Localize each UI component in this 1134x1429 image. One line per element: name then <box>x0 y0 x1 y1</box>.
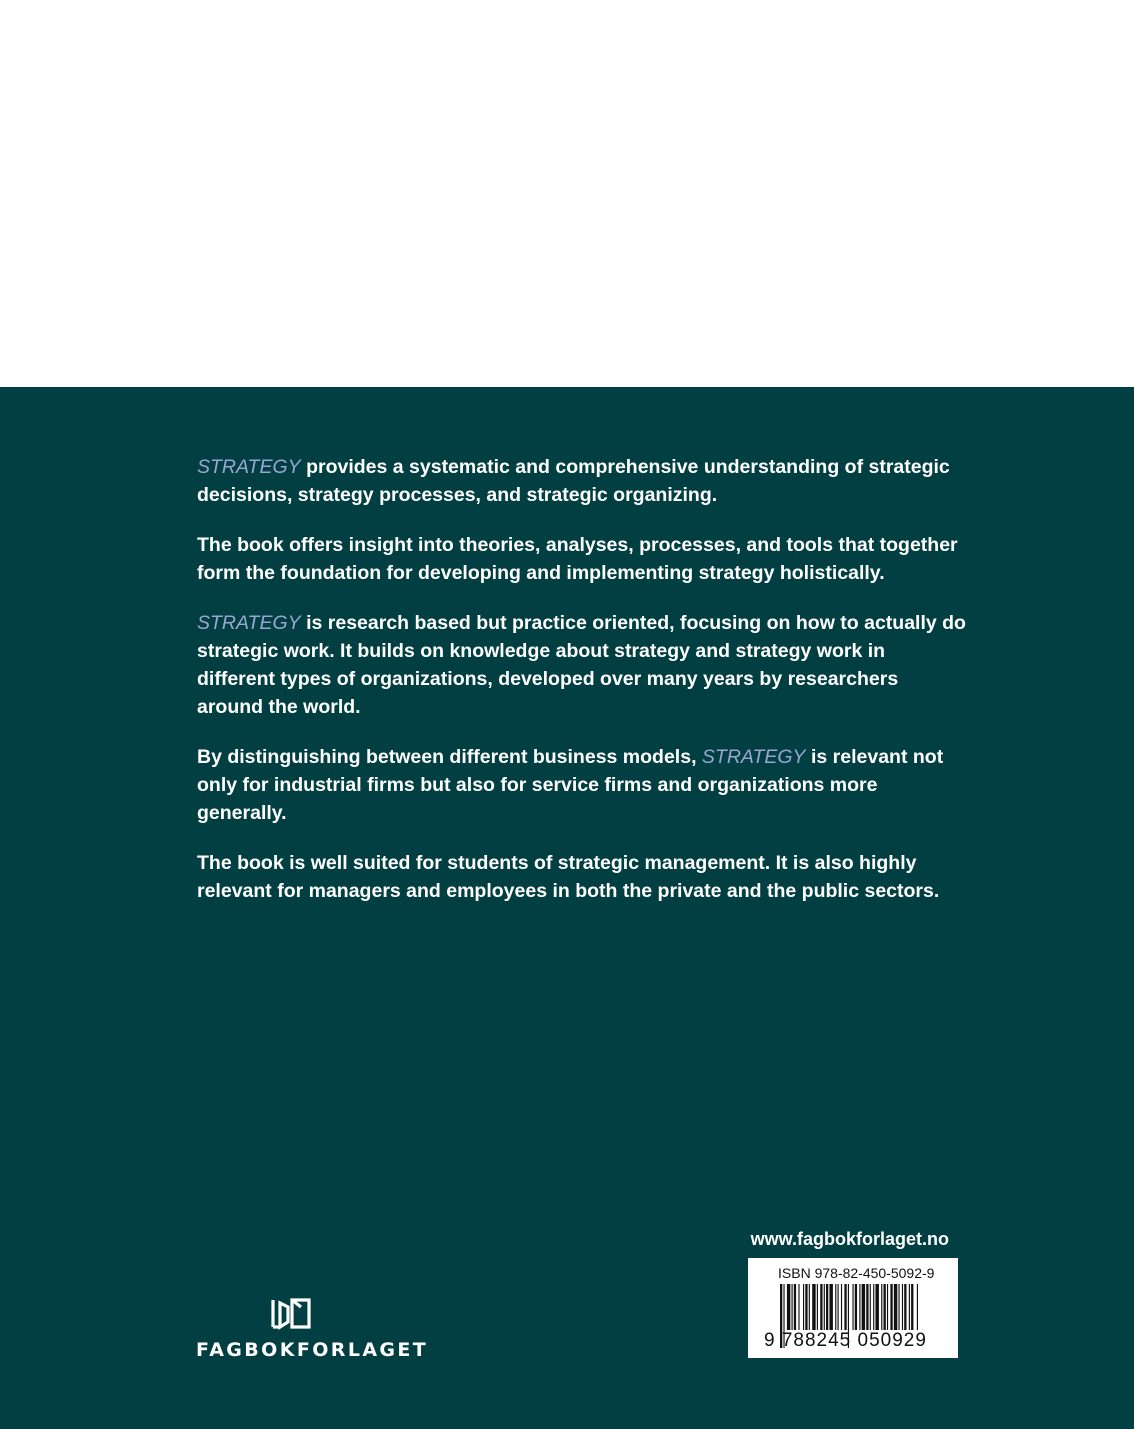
barcode-bar <box>787 1284 790 1330</box>
open-book-logo-icon <box>270 1298 312 1330</box>
barcode-bar <box>873 1284 874 1330</box>
top-blank-area <box>0 0 1134 387</box>
barcode-bar <box>890 1284 892 1330</box>
barcode-bar <box>794 1284 796 1330</box>
publisher-website: www.fagbokforlaget.no <box>750 1229 949 1249</box>
barcode-bar <box>911 1284 913 1330</box>
barcode-bar <box>852 1284 853 1330</box>
blurb-paragraph-1-text: provides a systematic and comprehensive understanding of strategic decisions, strategy processes, and strategic organizing. <box>197 456 950 506</box>
barcode-bar <box>809 1284 810 1330</box>
barcode-bar <box>917 1284 918 1330</box>
blurb-paragraph-1 <box>197 453 967 509</box>
barcode-bar <box>887 1284 888 1330</box>
barcode-bar <box>829 1284 832 1330</box>
barcode-bar <box>838 1284 839 1330</box>
blurb-paragraph-4-text-a: By distinguishing between different business models, <box>197 746 702 768</box>
barcode-bar <box>862 1284 865 1330</box>
barcode-bar <box>875 1284 878 1330</box>
blurb-paragraph-2: The book offers insight into theories, analyses, processes, and tools that together form the foundation for developing and implementing strategy holistically. <box>197 534 958 584</box>
barcode-bar <box>909 1284 910 1330</box>
barcode-bar <box>844 1284 846 1330</box>
isbn-label: ISBN 978-82-450-5092-9 <box>778 1265 935 1281</box>
blurb-paragraph-3 <box>197 609 967 721</box>
barcode-digits: 9 788245 050929 <box>764 1330 927 1351</box>
barcode-bar <box>820 1284 822 1330</box>
barcode-bar <box>805 1284 807 1330</box>
barcode-bar <box>824 1284 825 1330</box>
barcode-bar <box>859 1284 860 1330</box>
book-title-emphasis: STRATEGY <box>701 746 806 768</box>
blurb-paragraph-3-text: is research based but practice oriented, focusing on how to actually do strategic work. It builds on knowledge about strategy and strategy work in different types of organizations, developed over many years by researchers around the world. <box>197 612 966 718</box>
blurb-paragraph-5: The book is well suited for students of strategic management. It is also highly relevant for managers and employees in both the private and the public sectors. <box>197 852 940 902</box>
barcode-bar <box>866 1284 868 1330</box>
barcode-bar <box>902 1284 903 1330</box>
barcode-bar <box>835 1284 836 1330</box>
barcode-bar <box>817 1284 818 1330</box>
blurb-paragraph-4-text-b: is relevant not only for industrial firms but also for service firms and organizations more generally. <box>197 746 944 824</box>
publisher-name: FAGBOKFORLAGET <box>196 1339 429 1361</box>
barcode-bar <box>881 1284 882 1330</box>
blurb-text <box>197 453 967 927</box>
barcode-bar <box>855 1284 857 1330</box>
barcode-bar <box>812 1284 815 1330</box>
barcode-bar <box>884 1284 886 1330</box>
barcode-bar <box>798 1284 799 1330</box>
barcode-bar <box>841 1284 842 1330</box>
book-title-emphasis: STRATEGY <box>197 456 301 478</box>
barcode-bar <box>894 1284 897 1330</box>
blurb-paragraph-4 <box>197 743 967 827</box>
isbn-barcode <box>748 1258 958 1358</box>
barcode-bar <box>898 1284 899 1330</box>
barcode-bar <box>792 1284 793 1330</box>
barcode-bar <box>870 1284 871 1330</box>
book-title-emphasis: STRATEGY <box>197 612 301 634</box>
barcode-bar <box>803 1284 804 1330</box>
barcode-bar <box>826 1284 828 1330</box>
barcode-bar <box>904 1284 906 1330</box>
publisher-logo <box>196 1298 429 1368</box>
